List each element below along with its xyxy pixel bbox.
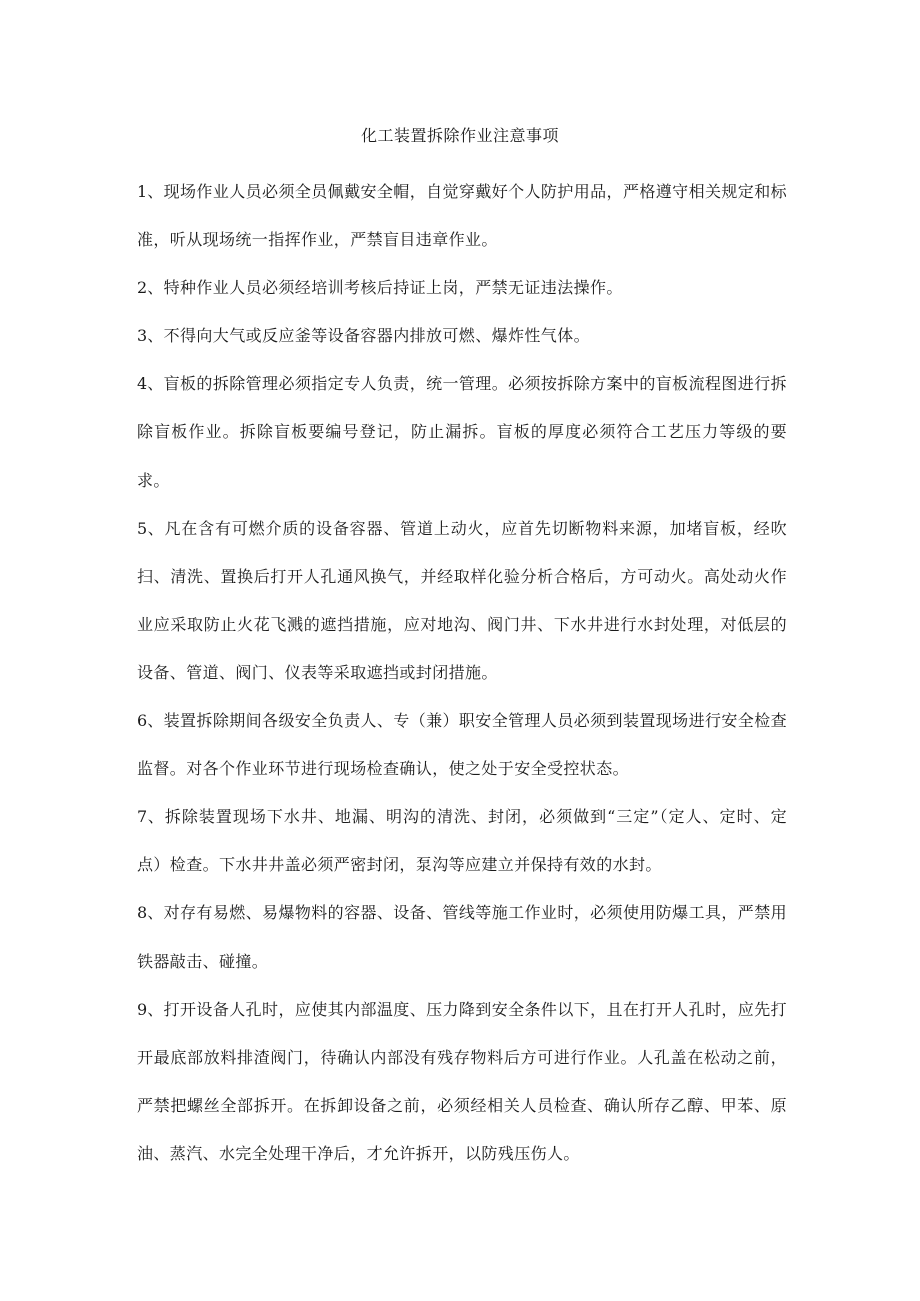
paragraph-text: 现场作业人员必须全员佩戴安全帽，自觉穿戴好个人防护用品，严格遵守相关规定和标准，听从现场统一指挥作业，严禁盲目违章作业。 <box>137 182 788 250</box>
paragraph-number: 4 <box>137 374 148 394</box>
paragraph-separator: 、 <box>147 374 164 394</box>
paragraph-text: 对存有易燃、易爆物料的容器、设备、管线等施工作业时，必须使用防爆工具，严禁用铁器敲击、碰撞。 <box>137 903 788 971</box>
document-title: 化工装置拆除作业注意事项 <box>360 126 559 145</box>
paragraph-separator: 、 <box>147 182 164 201</box>
paragraph-separator: 、 <box>147 711 164 731</box>
paragraph-separator: 、 <box>147 278 164 298</box>
paragraph-separator: 、 <box>147 518 165 538</box>
paragraph-number: 3 <box>137 326 148 346</box>
paragraph-5 <box>137 505 787 697</box>
paragraph-text: 装置拆除期间各级安全负责人、专（兼）职安全管理人员必须到装置现场进行安全检查监督。对各个作业环节进行现场检查确认，使之处于安全受控状态。 <box>137 711 788 779</box>
paragraph-2 <box>137 264 787 312</box>
paragraph-9 <box>137 986 787 1178</box>
paragraph-number: 8 <box>137 903 148 923</box>
paragraph-separator: 、 <box>147 903 164 923</box>
paragraph-text: 特种作业人员必须经培训考核后持证上岗，严禁无证违法操作。 <box>163 278 623 298</box>
paragraph-6 <box>137 697 787 793</box>
paragraph-number: 1 <box>137 182 148 201</box>
paragraph-number: 5 <box>137 518 148 538</box>
paragraph-4 <box>137 360 787 504</box>
paragraph-1 <box>137 168 787 264</box>
paragraph-number: 2 <box>137 278 148 298</box>
paragraph-8 <box>137 889 787 985</box>
paragraph-separator: 、 <box>147 326 164 346</box>
paragraph-3 <box>137 312 787 360</box>
paragraph-text: 打开设备人孔时，应使其内部温度、压力降到安全条件以下，且在打开人孔时，应先打开最底部放料排渣阀门，待确认内部没有残存物料后方可进行作业。人孔盖在松动之前，严禁把螺丝全部拆开。在拆卸设备之前，必须经相关人员检查、确认所存乙醇、甲苯、原油、蒸汽、水完全处理干净后，才允许拆开，以防残压伤人。 <box>137 999 788 1163</box>
paragraph-separator: 、 <box>147 807 165 827</box>
paragraph-7 <box>137 793 787 889</box>
paragraph-text: 拆除装置现场下水井、地漏、明沟的清洗、封闭，必须做到“三定”（定人、定时、定点）检查。下水井井盖必须严密封闭，泵沟等应建立并保持有效的水封。 <box>137 807 787 875</box>
paragraph-text: 盲板的拆除管理必须指定专人负责，统一管理。必须按拆除方案中的盲板流程图进行拆除盲板作业。拆除盲板要编号登记，防止漏拆。盲板的厚度必须符合工艺压力等级的要求。 <box>137 374 788 490</box>
document-body <box>137 168 787 1178</box>
paragraph-number: 7 <box>137 807 148 827</box>
paragraph-number: 9 <box>137 999 148 1019</box>
paragraph-separator: 、 <box>147 999 164 1019</box>
paragraph-text: 凡在含有可燃介质的设备容器、管道上动火，应首先切断物料来源，加堵盲板，经吹扫、清洗、置换后打开人孔通风换气，并经取样化验分析合格后，方可动火。高处动火作业应采取防止火花飞溅的遮挡措施，应对地沟、阀门井、下水井进行水封处理，对低层的设备、管道、阀门、仪表等采取遮挡或封闭措施。 <box>137 518 787 682</box>
paragraph-number: 6 <box>137 711 148 731</box>
paragraph-text: 不得向大气或反应釜等设备容器内排放可燃、爆炸性气体。 <box>163 326 590 346</box>
